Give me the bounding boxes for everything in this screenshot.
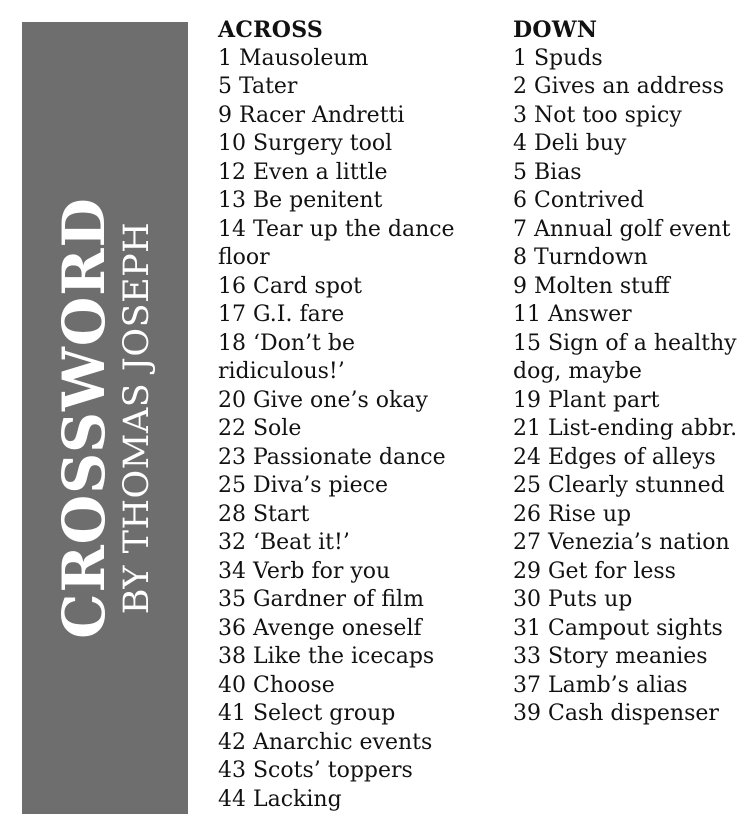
down-clue: 37 Lamb’s alias <box>513 672 688 698</box>
down-clue: 15 Sign of a healthy dog, maybe <box>513 330 737 384</box>
down-clue-list <box>513 45 749 729</box>
down-clue: 21 List-ending abbr. <box>513 416 738 441</box>
down-clue: 29 Get for less <box>513 558 676 584</box>
down-clue: 27 Venezia’s nation <box>513 530 730 555</box>
down-clue: 4 Deli buy <box>513 131 627 156</box>
across-clue: 32 ‘Beat it!’ <box>218 530 350 555</box>
vertical-title <box>52 193 158 644</box>
down-column <box>513 16 749 729</box>
across-clue: 25 Diva’s piece <box>218 473 388 498</box>
across-clue: 23 Passionate dance <box>218 444 446 470</box>
down-clue: 33 Story meanies <box>513 644 708 669</box>
across-clue: 20 Give one’s okay <box>218 387 428 413</box>
across-clue: 16 Card spot <box>218 273 362 299</box>
across-clue: 42 Anarchic events <box>218 729 433 755</box>
across-clue: 1 Mausoleum <box>218 45 369 71</box>
title-banner <box>22 22 188 814</box>
down-header: DOWN <box>513 17 598 43</box>
down-clue: 7 Annual golf event <box>513 216 731 242</box>
across-clue: 13 Be penitent <box>218 188 383 213</box>
across-clue: 12 Even a little <box>218 159 388 185</box>
across-clue: 41 Select group <box>218 701 396 726</box>
across-clue: 9 Racer Andretti <box>218 102 405 128</box>
down-clue: 39 Cash dispenser <box>513 701 719 726</box>
down-clue: 19 Plant part <box>513 387 660 413</box>
across-clue: 10 Surgery tool <box>218 131 393 156</box>
across-clue: 14 Tear up the dance floor <box>218 216 455 270</box>
across-clue: 17 G.I. fare <box>218 302 345 327</box>
across-clue: 38 Like the icecaps <box>218 644 435 669</box>
across-clue: 36 Avenge oneself <box>218 615 422 641</box>
down-clue: 2 Gives an address <box>513 74 725 99</box>
down-clue: 11 Answer <box>513 302 632 327</box>
across-clue: 5 Tater <box>218 74 298 99</box>
author-byline: BY THOMAS JOSEPH <box>117 221 157 615</box>
across-column <box>218 16 488 814</box>
down-clue: 6 Contrived <box>513 188 645 213</box>
down-clue: 30 Puts up <box>513 587 633 612</box>
down-clue: 1 Spuds <box>513 45 603 71</box>
down-clue: 26 Rise up <box>513 501 632 527</box>
across-header: ACROSS <box>218 17 324 43</box>
across-clue: 28 Start <box>218 501 310 527</box>
down-clue: 5 Bias <box>513 159 582 185</box>
across-clue: 35 Gardner of film <box>218 587 424 612</box>
across-clue: 18 ‘Don’t be ridiculous!’ <box>218 330 355 384</box>
down-clue: 8 Turndown <box>513 245 648 270</box>
down-clue: 3 Not too spicy <box>513 102 682 128</box>
across-clue: 34 Verb for you <box>218 558 391 584</box>
across-clue: 40 Choose <box>218 672 335 698</box>
down-clue: 25 Clearly stunned <box>513 473 725 498</box>
across-clue: 43 Scots’ toppers <box>218 758 413 783</box>
down-clue: 9 Molten stuff <box>513 273 670 299</box>
crossword-title: CROSSWORD <box>50 197 118 639</box>
down-clue: 24 Edges of alleys <box>513 444 716 470</box>
across-clue: 44 Lacking <box>218 786 342 812</box>
down-clue: 31 Campout sights <box>513 615 723 641</box>
across-clue-list <box>218 45 488 815</box>
across-clue: 22 Sole <box>218 416 302 441</box>
